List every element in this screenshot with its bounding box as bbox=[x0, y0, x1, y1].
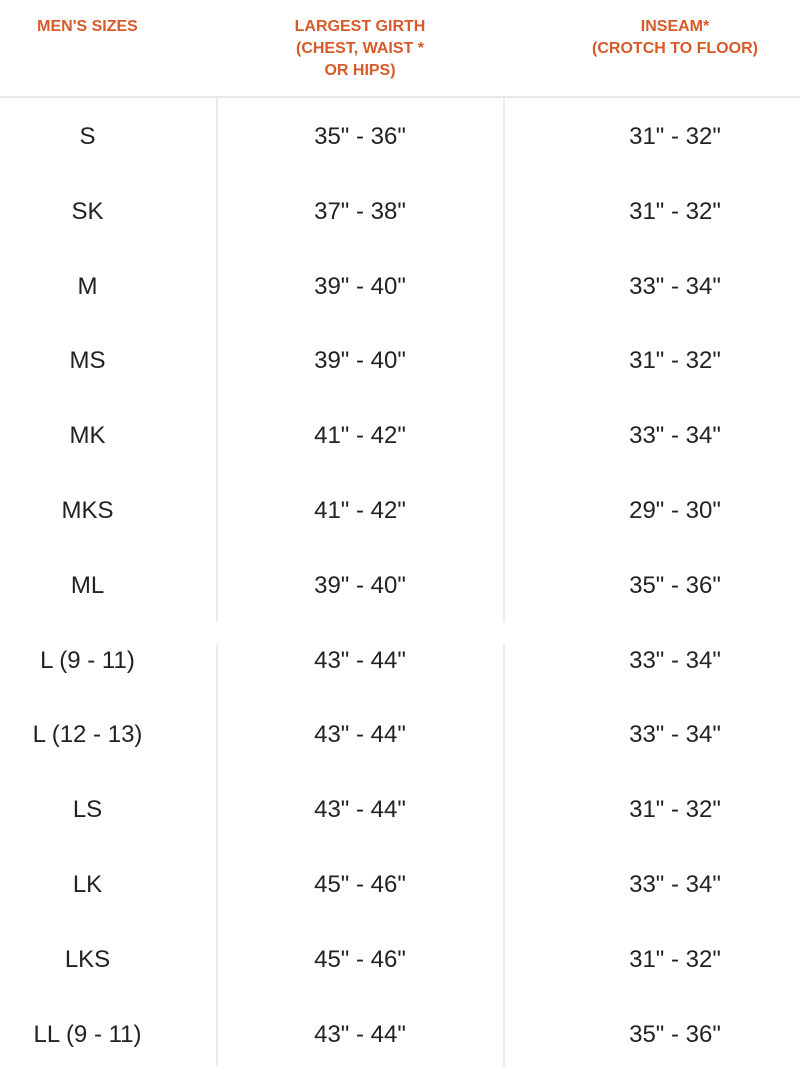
girth-cell: 43" - 44" bbox=[314, 646, 406, 674]
table-row bbox=[0, 248, 800, 323]
girth-cell: 37" - 38" bbox=[314, 197, 406, 225]
table-row bbox=[0, 173, 800, 248]
girth-cell: 43" - 44" bbox=[314, 796, 406, 824]
inseam-cell: 33" - 34" bbox=[629, 721, 721, 749]
girth-cell: 45" - 46" bbox=[314, 945, 406, 973]
girth-cell: 41" - 42" bbox=[314, 422, 406, 450]
size-cell: L (12 - 13) bbox=[32, 721, 143, 749]
inseam-cell: 33" - 34" bbox=[629, 646, 721, 674]
header-largest-girth-line: LARGEST GIRTH bbox=[294, 18, 426, 35]
header-mens-sizes-line: MEN'S SIZES bbox=[37, 18, 138, 35]
table-row bbox=[0, 622, 800, 697]
inseam-cell: 31" - 32" bbox=[629, 197, 721, 225]
size-cell: ML bbox=[70, 571, 105, 599]
table-row bbox=[0, 98, 800, 173]
header-mens-sizes bbox=[0, 16, 175, 38]
girth-cell: 39" - 40" bbox=[314, 571, 406, 599]
inseam-cell: 33" - 34" bbox=[629, 272, 721, 300]
table-row bbox=[0, 696, 800, 771]
girth-cell: 39" - 40" bbox=[314, 347, 406, 375]
size-cell: L (9 - 11) bbox=[40, 646, 135, 674]
size-cell: LK bbox=[72, 870, 103, 898]
header-largest-girth bbox=[260, 16, 460, 82]
girth-cell: 45" - 46" bbox=[314, 870, 406, 898]
inseam-cell: 29" - 30" bbox=[629, 496, 721, 524]
girth-cell: 43" - 44" bbox=[314, 721, 406, 749]
inseam-cell: 33" - 34" bbox=[629, 870, 721, 898]
girth-cell: 35" - 36" bbox=[314, 123, 406, 150]
inseam-cell: 35" - 36" bbox=[629, 1020, 721, 1048]
table-row bbox=[0, 472, 800, 547]
table-row bbox=[0, 996, 800, 1071]
header-inseam-line: INSEAM* bbox=[640, 18, 710, 35]
table-row bbox=[0, 846, 800, 921]
table-row bbox=[0, 397, 800, 472]
header-largest-girth-line: OR HIPS) bbox=[324, 62, 396, 79]
table-row bbox=[0, 547, 800, 622]
header-inseam-line: (CROTCH TO FLOOR) bbox=[592, 40, 758, 57]
girth-cell: 43" - 44" bbox=[314, 1020, 406, 1048]
size-cell: S bbox=[79, 123, 96, 150]
table-header bbox=[0, 0, 800, 98]
inseam-cell: 31" - 32" bbox=[629, 796, 721, 824]
table-row bbox=[0, 322, 800, 397]
inseam-cell: 31" - 32" bbox=[629, 123, 721, 150]
inseam-cell: 31" - 32" bbox=[629, 945, 721, 973]
header-largest-girth-line: (CHEST, WAIST * bbox=[295, 40, 424, 57]
size-cell: LL (9 - 11) bbox=[33, 1020, 142, 1048]
size-cell: LKS bbox=[64, 945, 111, 973]
header-inseam bbox=[560, 16, 790, 60]
size-cell: LS bbox=[72, 796, 103, 824]
inseam-cell: 33" - 34" bbox=[629, 422, 721, 450]
size-cell: MK bbox=[69, 422, 106, 450]
girth-cell: 41" - 42" bbox=[314, 496, 406, 524]
table-body bbox=[0, 98, 800, 1070]
inseam-cell: 35" - 36" bbox=[629, 571, 721, 599]
size-cell: MKS bbox=[61, 496, 114, 524]
inseam-cell: 31" - 32" bbox=[629, 347, 721, 375]
size-cell: M bbox=[77, 272, 98, 300]
table-row bbox=[0, 771, 800, 846]
size-cell: MS bbox=[69, 347, 106, 375]
girth-cell: 39" - 40" bbox=[314, 272, 406, 300]
size-cell: SK bbox=[71, 197, 104, 225]
table-row bbox=[0, 921, 800, 996]
